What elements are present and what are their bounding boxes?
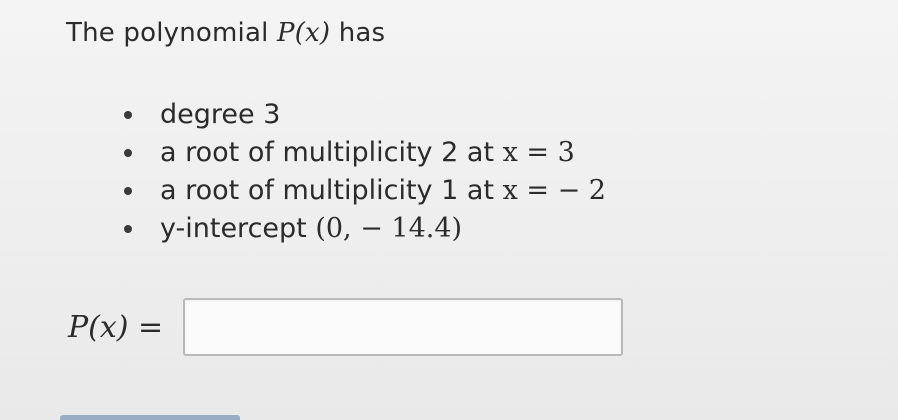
bullet-icon	[124, 149, 132, 157]
polynomial-symbol: P(x)	[277, 18, 331, 48]
condition-math: (0, − 14.4)	[315, 213, 463, 244]
intro-text-prefix: The polynomial	[66, 18, 277, 48]
condition-text: a root of multiplicity 2 at	[160, 137, 503, 168]
bottom-edge-bar	[60, 415, 240, 420]
bullet-icon	[124, 225, 132, 233]
list-item-degree	[122, 96, 606, 134]
bullet-icon	[124, 111, 132, 119]
bullet-icon	[124, 187, 132, 195]
intro-text-suffix: has	[330, 18, 386, 48]
answer-input[interactable]	[183, 298, 623, 356]
answer-row	[68, 294, 623, 360]
list-item-root-multiplicity-1	[122, 172, 606, 210]
list-item-y-intercept	[122, 210, 606, 248]
answer-label: P(x) =	[68, 309, 164, 345]
condition-text: degree 3	[160, 99, 281, 130]
problem-intro	[66, 18, 385, 48]
condition-text: a root of multiplicity 1 at	[160, 175, 503, 206]
condition-text: y-intercept	[160, 213, 316, 244]
condition-math: x = − 2	[502, 175, 606, 206]
list-item-root-multiplicity-2	[122, 134, 606, 172]
condition-math: x = 3	[502, 137, 575, 168]
conditions-list	[122, 96, 606, 248]
